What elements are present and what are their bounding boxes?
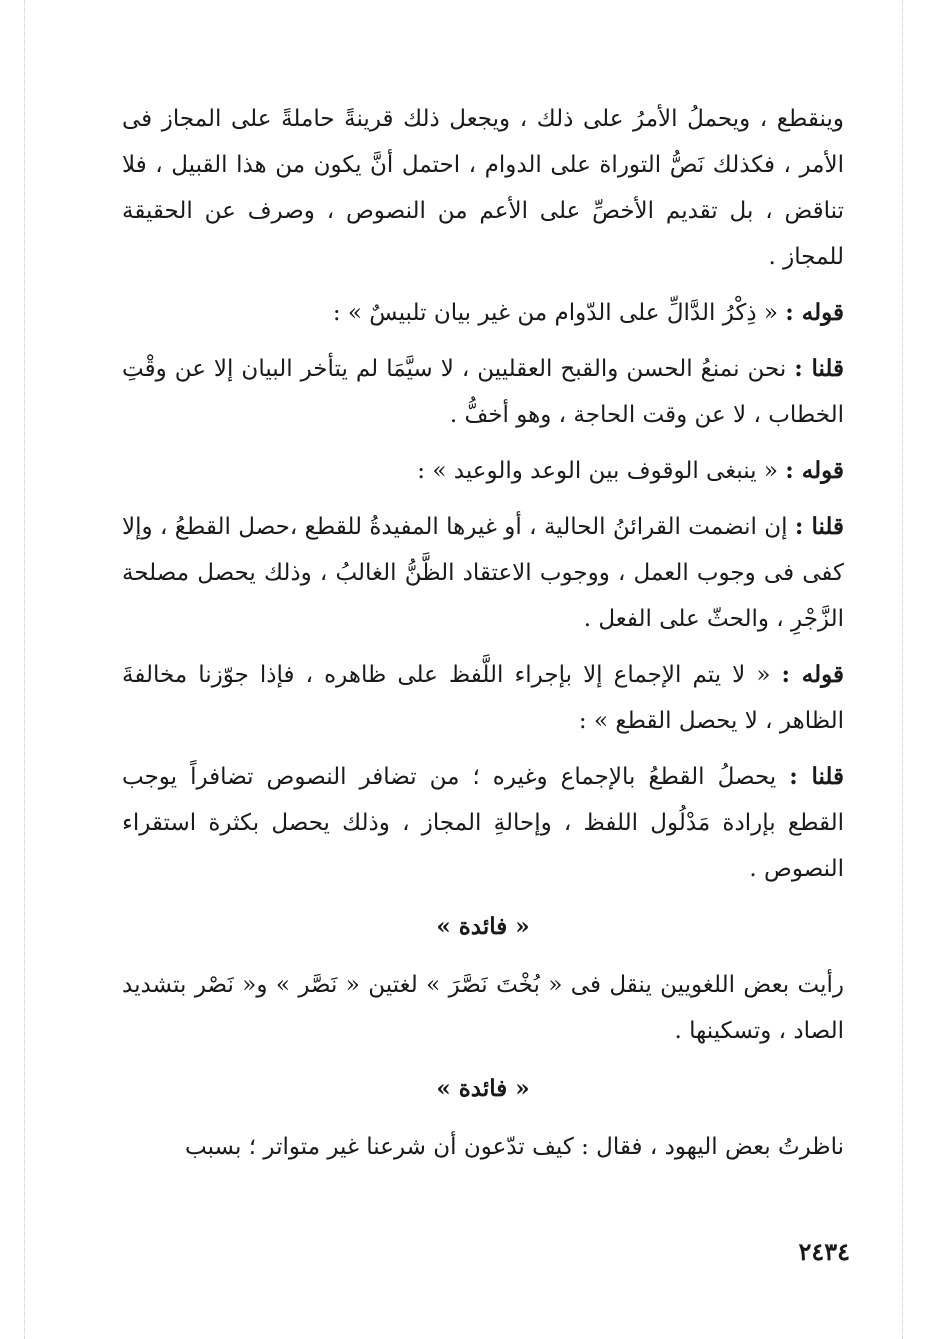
scan-edge-left <box>24 0 25 1339</box>
paragraph-7-text: يحصلُ القطعُ بالإجماع وغيره ؛ من تضافر النصوص تضافراً يوجب القطع بإرادة مَدْلُول اللفظ ، وإحالةِ المجاز ، وذلك يحصل بكثرة استقراء النصوص . <box>122 764 844 882</box>
paragraph-4 <box>122 448 844 494</box>
paragraph-2-text: « ذِكْرُ الدَّالِّ على الدّوام من غير بيان تلبيسٌ » : <box>332 300 786 326</box>
paragraph-9: ناظرتُ بعض اليهود ، فقال : كيف تدّعون أن شرعنا غير متواتر ؛ بسبب <box>185 1134 844 1160</box>
paragraph-4-text: « ينبغى الوقوف بين الوعد والوعيد » : <box>417 458 786 484</box>
paragraph-6-text: « لا يتم الإجماع إلا بإجراء اللَّفظ على ظاهره ، فإذا جوّزنا مخالفةَ الظاهر ، لا يحصل القطع » : <box>122 662 844 734</box>
paragraph-3-lead: قلنا : <box>794 355 844 382</box>
paragraph-4-lead: قوله : <box>785 457 844 484</box>
main-text <box>122 96 844 1180</box>
paragraph-5-text: إن انضمت القرائنُ الحالية ، أو غيرها المفيدةُ للقطع ،حصل القطعُ ، وإلا كفى فى وجوب العمل ، ووجوب الاعتقاد الظَّنُّ الغالبُ ، وذلك يحصل مصلحة الزَّجْرِ ، والحثّ على الفعل . <box>122 514 844 632</box>
paragraph-5 <box>122 504 844 642</box>
paragraph-5-lead: قلنا : <box>794 513 845 540</box>
paragraph-6 <box>122 652 844 744</box>
paragraph-6-lead: قوله : <box>781 661 844 688</box>
paragraph-1 <box>122 96 844 280</box>
section-heading-fa-ida-2: « فائدة » <box>436 1075 530 1102</box>
paragraph-1-text: وينقطع ، ويحملُ الأمرُ على ذلك ، ويجعل ذلك قرينةً حاملةً على المجاز فى الأمر ، فكذلك نَصُّ التوراة على الدوام ، احتمل أنَّ يكون من هذا القبيل ، فلا تناقض ، بل تقديم الأخصِّ على الأعم من النصوص ، وصرف عن الحقيقة للمجاز . <box>122 106 844 270</box>
paragraph-7 <box>122 754 844 892</box>
paragraph-7-lead: قلنا : <box>789 763 844 790</box>
paragraph-3 <box>122 346 844 438</box>
page-number: ٢٤٣٤ <box>798 1237 850 1266</box>
paragraph-2 <box>122 290 844 336</box>
paragraph-8: رأيت بعض اللغويين ينقل فى « بُخْتَ نَصَّرَ » لغتين « نَصَّر » و« نَصْر بتشديد الصاد ، وتسكينها . <box>122 972 844 1044</box>
paragraph-2-lead: قوله : <box>785 299 844 326</box>
paragraph-3-text: نحن نمنعُ الحسن والقبح العقليين ، لا سيَّمَا لم يتأخر البيان إلا عن وقْتِ الخطاب ، لا عن وقت الحاجة ، وهو أخفُّ . <box>122 356 844 428</box>
scan-edge-right <box>902 0 903 1339</box>
section-heading-fa-ida-1: « فائدة » <box>436 913 530 940</box>
